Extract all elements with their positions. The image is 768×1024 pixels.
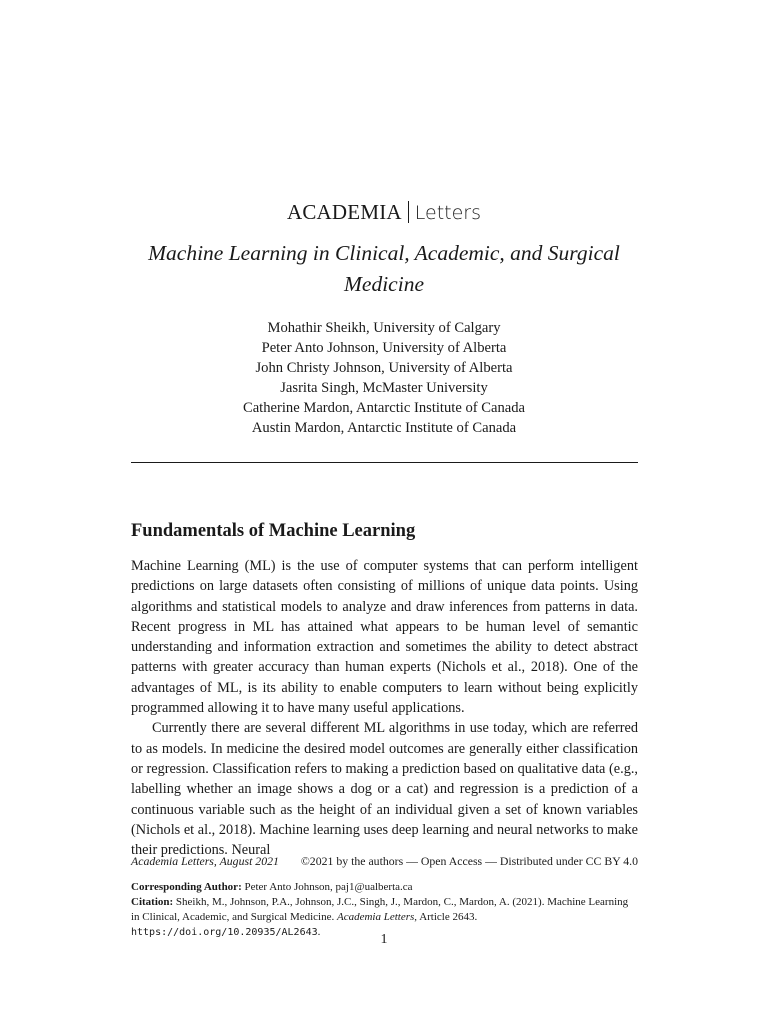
corresponding-author-value: Peter Anto Johnson, paj1@ualberta.ca xyxy=(244,881,413,893)
journal-section: Letters xyxy=(414,202,481,224)
citation-article: , Article 2643. xyxy=(414,911,478,923)
corresponding-author xyxy=(131,880,638,895)
journal-masthead xyxy=(0,198,768,227)
paper-title: Machine Learning in Clinical, Academic, and Surgical Medicine xyxy=(148,241,620,296)
author-list xyxy=(0,318,768,438)
author-line: Mohathir Sheikh, University of Calgary xyxy=(267,320,501,336)
corresponding-author-label: Corresponding Author: xyxy=(131,881,242,893)
page-number: 1 xyxy=(380,932,388,947)
author-line: Peter Anto Johnson, University of Alberta xyxy=(261,340,507,356)
author-line: Austin Mardon, Antarctic Institute of Canada xyxy=(251,420,517,436)
doi-suffix: . xyxy=(317,926,321,938)
body-paragraph: Machine Learning (ML) is the use of computer systems that can perform intelligent predictions on large datasets often consisting of millions of unique data points. Using algorithms and statistical models to analyze and draw inferences from patterns in data. Recent progress in ML has attained what appears to be human level of semantic understanding and information extraction and sometimes the ability to detect abstract patterns with greater accuracy than human experts (Nichols et al., 2018). One of the advantages of ML, is its ability to enable computers to learn without being explicitly programmed allowing it to have many useful applications. xyxy=(131,558,638,717)
citation-text: Sheikh, M., Johnson, P.A., Johnson, J.C., Singh, J., Mardon, C., Mardon, A. (2021). Machine Learning in Clinical, Academic, and Surgical Medicine. xyxy=(131,896,629,923)
author-line: Catherine Mardon, Antarctic Institute of Canada xyxy=(242,400,526,416)
masthead-divider xyxy=(408,201,409,223)
body-paragraph: Currently there are several different ML algorithms in use today, which are referred to as models. In medicine the desired model outcomes are generally either classification or regression. Classification refers to making a prediction based on qualitative data (e.g., labelling whether an image shows a dog or a cat) and regression is a prediction of a continuous variable such as the height of an individual given a set of known variables (Nichols et al., 2018). Machine learning uses deep learning and neural networks to make their predictions. Neural xyxy=(131,720,638,859)
title-divider-rule xyxy=(131,462,638,463)
journal-brand: ACADEMIA xyxy=(286,200,402,224)
author-line: Jasrita Singh, McMaster University xyxy=(280,380,488,396)
footer-journal-date: Academia Letters, August 2021 xyxy=(131,854,279,868)
doi-link[interactable]: https://doi.org/10.20935/AL2643 xyxy=(131,927,318,938)
section-heading: Fundamentals of Machine Learning xyxy=(131,521,416,541)
author-line: John Christy Johnson, University of Alberta xyxy=(255,360,513,376)
body-text xyxy=(131,556,638,860)
citation-label: Citation: xyxy=(131,896,174,908)
citation-journal: Academia Letters xyxy=(337,911,415,923)
footer-license: ©2021 by the authors — Open Access — Distributed under CC BY 4.0 xyxy=(300,854,638,868)
